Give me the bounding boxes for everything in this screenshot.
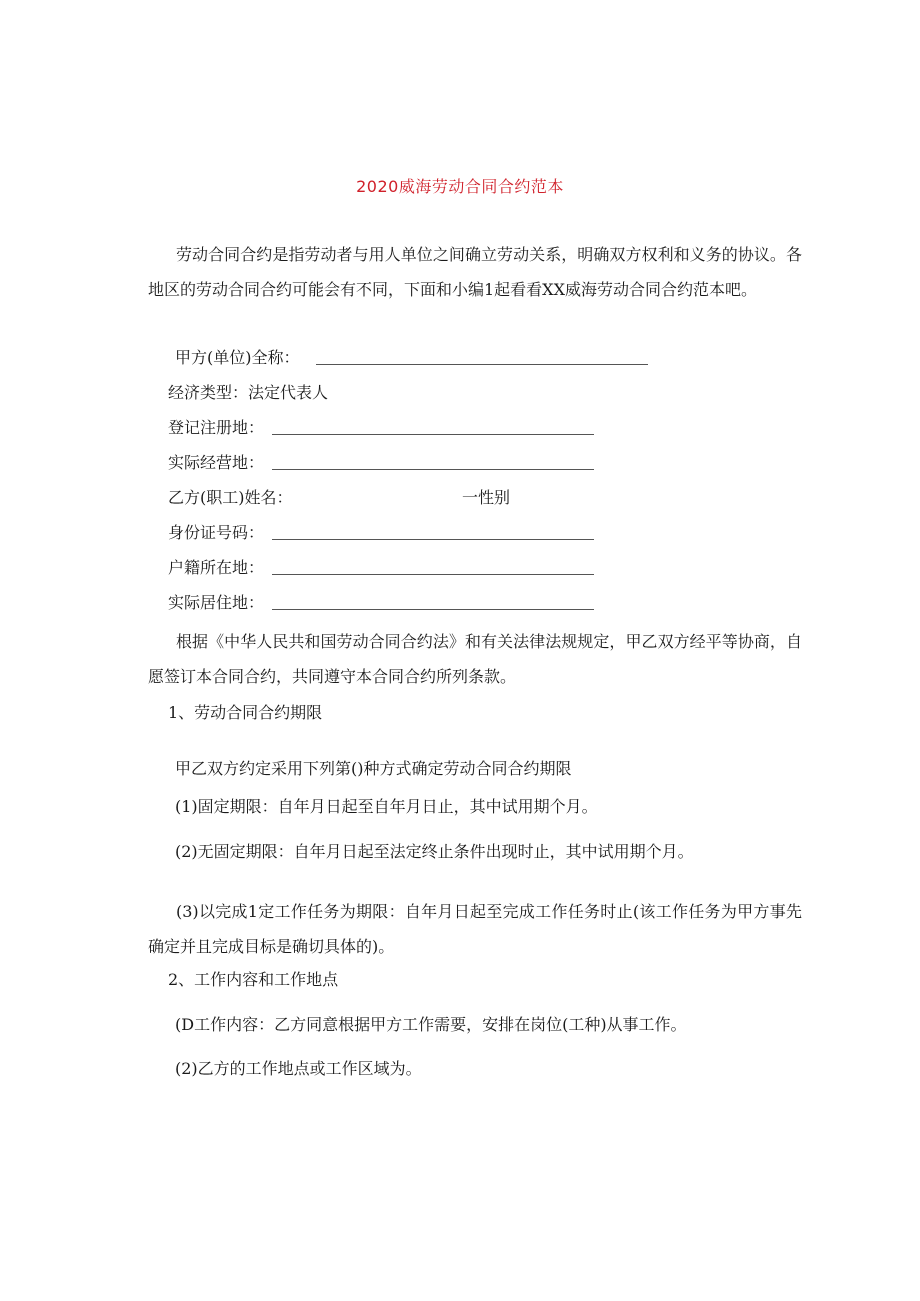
op-address-label: 实际经营地： (168, 453, 265, 472)
section1-item3-paragraph (148, 894, 802, 964)
intro-paragraph (148, 237, 802, 307)
section1-item1: (1)固定期限：自年月日起至自年月日止，其中试用期个月。 (175, 797, 598, 816)
household-label: 户籍所在地： (168, 558, 265, 577)
document-title: 2020威海劳动合同合约范本 (356, 177, 564, 196)
econ-type-label: 经济类型：法定代表人 (168, 383, 329, 402)
intro-text: 劳动合同合约是指劳动者与用人单位之间确立劳动关系，明确双方权利和义务的协议。各地区的劳动合同合约可能会有不同，下面和小编1起看看XX威海劳动合同合约范本吧。 (148, 245, 802, 299)
op-address-blank (272, 469, 594, 470)
household-blank (272, 574, 594, 575)
id-number-blank (272, 539, 594, 540)
residence-label: 实际居住地： (168, 593, 265, 612)
section1-lead: 甲乙双方约定采用下列第()种方式确定劳动合同合约期限 (175, 759, 572, 778)
party-a-label: 甲方(单位)全称： (175, 348, 300, 367)
basis-text: 根据《中华人民共和国劳动合同合约法》和有关法律法规规定，甲乙双方经平等协商，自愿签订本合同合约，共同遵守本合同合约所列条款。 (148, 632, 802, 686)
id-number-label: 身份证号码： (168, 523, 265, 542)
residence-blank (272, 609, 594, 610)
section2-heading: 2、工作内容和工作地点 (168, 970, 339, 989)
section2-item2: (2)乙方的工作地点或工作区域为。 (175, 1059, 422, 1078)
section1-item2: (2)无固定期限：自年月日起至法定终止条件出现时止，其中试用期个月。 (175, 842, 694, 861)
reg-address-label: 登记注册地： (168, 418, 265, 437)
party-a-blank (316, 364, 648, 365)
party-b-label: 乙方(职工)姓名： (168, 488, 293, 507)
basis-paragraph (148, 624, 802, 694)
section1-heading: 1、劳动合同合约期限 (168, 703, 323, 722)
gender-label: 一性别 (462, 488, 511, 507)
section2-item1: (D工作内容：乙方同意根据甲方工作需要，安排在岗位(工种)从事工作。 (175, 1015, 687, 1034)
reg-address-blank (272, 434, 594, 435)
section1-item3: (3)以完成1定工作任务为期限：自年月日起至完成工作任务时止(该工作任务为甲方事先确定并且完成目标是确切具体的)。 (148, 902, 802, 956)
